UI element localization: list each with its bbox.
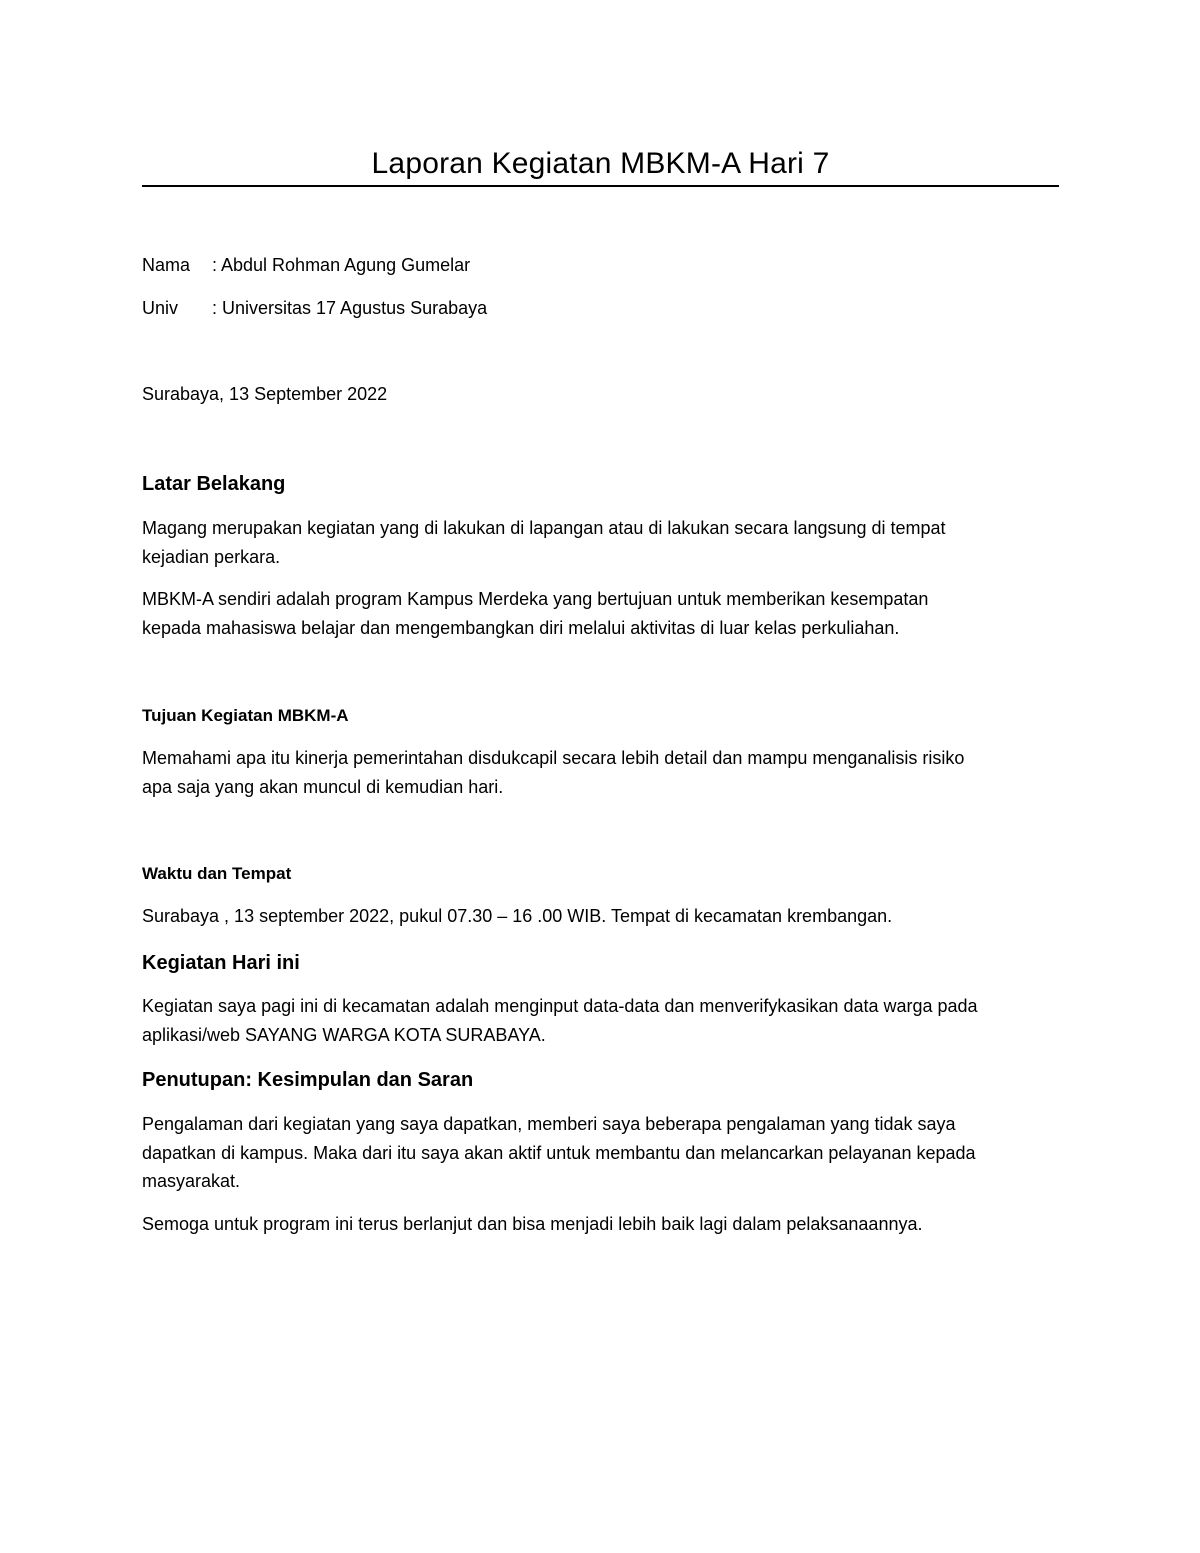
- penutupan-p2-line1: Semoga untuk program ini terus berlanjut dan bisa menjadi lebih baik lagi dalam pelaksanaannya.: [142, 1214, 923, 1234]
- latar-belakang-p1-line1: Magang merupakan kegiatan yang di lakukan di lapangan atau di lakukan secara langsung di tempat: [142, 518, 946, 538]
- nama-row: [142, 251, 1062, 280]
- waktu-heading: Waktu dan Tempat: [142, 864, 292, 883]
- title-underline: [142, 185, 1059, 187]
- kegiatan-heading: Kegiatan Hari ini: [142, 952, 300, 974]
- waktu-line1: Surabaya , 13 september 2022, pukul 07.30 – 16 .00 WIB. Tempat di kecamatan krembangan.: [142, 906, 893, 926]
- tujuan-line1: Memahami apa itu kinerja pemerintahan disdukcapil secara lebih detail dan mampu menganalisis risiko: [142, 748, 965, 768]
- latar-belakang-p2-line2: kepada mahasiswa belajar dan mengembangkan diri melalui aktivitas di luar kelas perkuliahan.: [142, 618, 900, 638]
- penutupan-p1-line3: masyarakat.: [142, 1171, 241, 1191]
- univ-value: : Universitas 17 Agustus Surabaya: [212, 298, 488, 318]
- penutupan-p1-line1: Pengalaman dari kegiatan yang saya dapatkan, memberi saya beberapa pengalaman yang tidak saya: [142, 1114, 956, 1134]
- kegiatan-line2: aplikasi/web SAYANG WARGA KOTA SURABAYA.: [142, 1025, 546, 1045]
- latar-belakang-p2-line1: MBKM-A sendiri adalah program Kampus Merdeka yang bertujuan untuk memberikan kesempatan: [142, 589, 929, 609]
- document-title: Laporan Kegiatan MBKM-A Hari 7: [371, 147, 830, 180]
- date-line: Surabaya, 13 September 2022: [142, 384, 388, 404]
- univ-row: [142, 294, 1062, 323]
- nama-value: : Abdul Rohman Agung Gumelar: [212, 255, 471, 275]
- tujuan-heading: Tujuan Kegiatan MBKM-A: [142, 706, 349, 725]
- latar-belakang-heading: Latar Belakang: [142, 473, 286, 495]
- kegiatan-line1: Kegiatan saya pagi ini di kecamatan adalah menginput data-data dan menverifykasikan data warga pada: [142, 996, 978, 1016]
- penutupan-p1-line2: dapatkan di kampus. Maka dari itu saya akan aktif untuk membantu dan melancarkan pelayanan kepada: [142, 1143, 976, 1163]
- univ-label: Univ: [142, 298, 179, 318]
- latar-belakang-p1-line2: kejadian perkara.: [142, 547, 281, 567]
- nama-label: Nama: [142, 255, 191, 275]
- penutupan-heading: Penutupan: Kesimpulan dan Saran: [142, 1069, 474, 1091]
- tujuan-line2: apa saja yang akan muncul di kemudian hari.: [142, 777, 504, 797]
